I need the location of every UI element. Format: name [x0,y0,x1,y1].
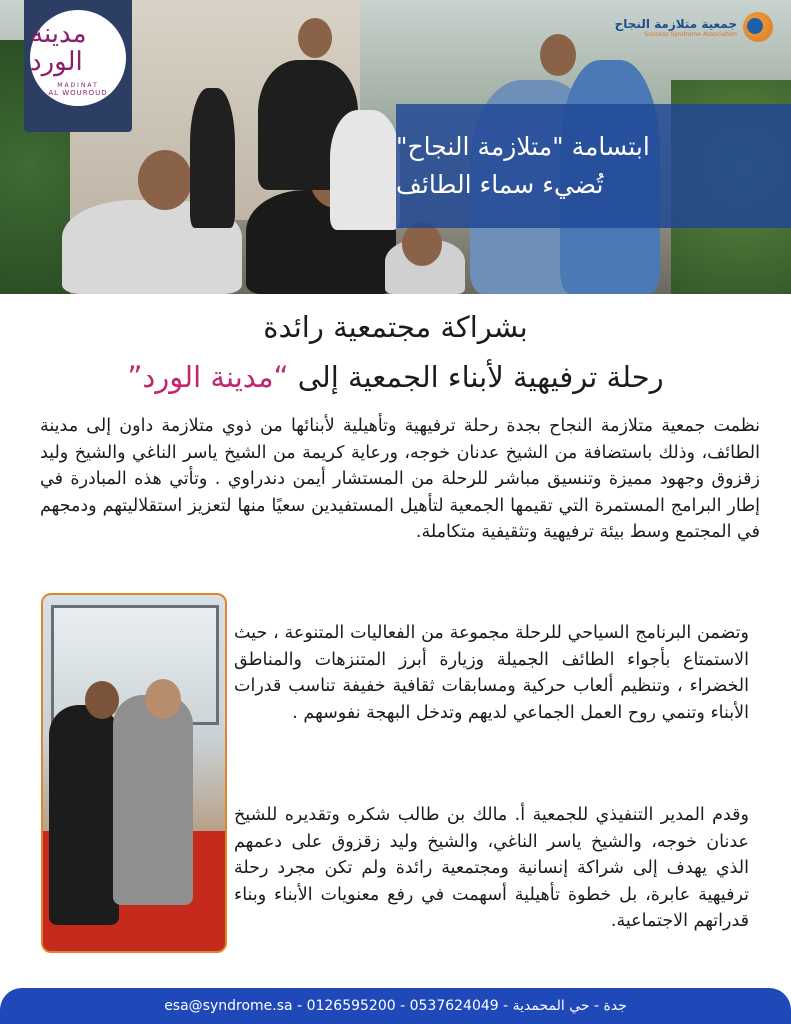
headline-line2: تُضيء سماء الطائف [396,170,604,199]
footer-contact-text: جدة - حي المحمدية - 0537624049 - 0126595200 - esa@syndrome.sa [164,998,627,1014]
association-emblem-icon [743,12,773,42]
association-logo [615,12,773,42]
headline-line1: ابتسامة "متلازمة النجاح" [396,132,650,161]
association-name: جمعية متلازمة النجاح [614,16,737,31]
madinat-al-wouroud-logo [30,10,126,106]
hero-person-head [402,222,442,266]
article-title-line1: بشراكة مجتمعية رائدة [263,310,528,344]
logo-english-line2: AL WOUROUD [48,88,108,97]
hero-person-head [298,18,332,58]
photo-person-left-head [85,681,119,719]
contact-footer [0,988,791,1024]
trip-photo [41,593,227,953]
hero-person-head [138,150,192,210]
hero-person-head [540,34,576,76]
photo-person-right-head [145,679,181,719]
hero-person [190,88,235,228]
hero-person [330,110,400,230]
article-paragraph-2: وتضمن البرنامج السياحي للرحلة مجموعة من الفعاليات المتنوعة ، حيث الاستمتاع بأجواء الطائف الجميلة وزيارة أبرز المتنزهات والمناطق الخضراء ، وتنظيم ألعاب حركية ومسابقات ثقافية خفيفة تناسب قدرات الأبناء وتنمي روح العمل الجماعي لديهم وتدخل البهجة نفوسهم . [234,623,749,723]
headline-banner [396,104,791,228]
photo-person-right [113,695,193,905]
logo-arabic-text: مدينة الورد [30,18,87,77]
association-text [615,17,737,38]
article-paragraph-1: نظمت جمعية متلازمة النجاح بجدة رحلة ترفيهية وتأهيلية لأبنائها من ذوي متلازمة داون إلى مدينة الطائف، وذلك باستضافة من الشيخ عدنان خوجه، ورعاية كريمة من الشيخ ياسر الناغي والشيخ وليد زقزوق وجهود مميزة وتنسيق مباشر للرحلة من المستشار أيمن دندراوي . وتأتي هذه المبادرة في إطار البرامج المستمرة التي تقيمها الجمعية لتأهيل المستفيدين سعيًا منها لتعزيز استقلاليتهم ودمجهم في المجتمع وسط بيئة ترفيهية وتثقيفية متكاملة. [40,416,760,543]
association-subtitle: Success Syndrome Association [644,30,737,38]
article-title-prefix: رحلة ترفيهية لأبناء الجمعية إلى [288,360,664,394]
hero-photo [0,0,791,294]
logo-english-line1: MADINAT [57,81,99,89]
article-paragraph-3: وقدم المدير التنفيذي للجمعية أ. مالك بن طالب شكره وتقديره للشيخ عدنان خوجه، والشيخ ياسر الناغي، والشيخ وليد زقزوق على دعمهم الذي يهدف إلى شراكة إنسانية ومجتمعية رائدة ولم تكن مجرد رحلة ترفيهية عابرة، بل خطوة تأهيلية أسهمت في رفع معنويات الأبناء وبناء قدراتهم الاجتماعية. [234,805,749,932]
photo-person-left [49,705,119,925]
article-title-highlight: “مدينة الورد” [127,360,289,394]
article-title-line2 [0,360,791,394]
